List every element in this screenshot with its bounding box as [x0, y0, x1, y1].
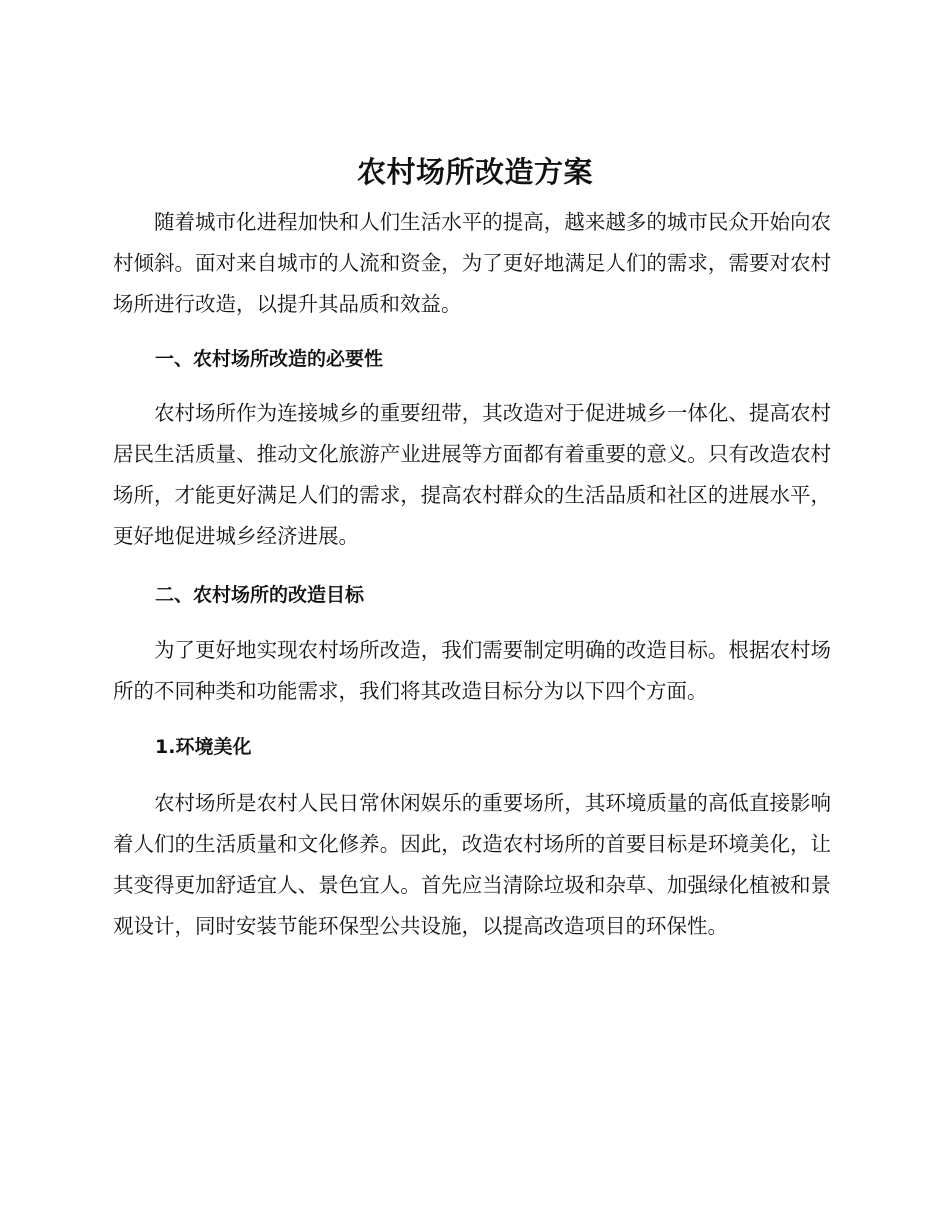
subsection-body-environment: 农村场所是农村人民日常休闲娱乐的重要场所，其环境质量的高低直接影响着人们的生活质量和文化修养。因此，改造农村场所的首要目标是环境美化，让其变得更加舒适宜人、景色宜人。首先应当清除垃圾和杂草、加强绿化植被和景观设计，同时安装节能环保型公共设施，以提高改造项目的环保性。: [113, 791, 831, 938]
section-heading-necessity: 一、农村场所改造的必要性: [155, 348, 384, 370]
section-body-goals: 为了更好地实现农村场所改造，我们需要制定明确的改造目标。根据农村场所的不同种类和功能需求，我们将其改造目标分为以下四个方面。: [113, 638, 831, 703]
document-title: 农村场所改造方案: [356, 155, 593, 189]
intro-paragraph: 随着城市化进程加快和人们生活水平的提高，越来越多的城市民众开始向农村倾斜。面对来自城市的人流和资金，为了更好地满足人们的需求，需要对农村场所进行改造，以提升其品质和效益。: [113, 210, 831, 316]
subsection-heading-environment: 1.环境美化: [155, 736, 252, 758]
section-body-necessity: 农村场所作为连接城乡的重要纽带，其改造对于促进城乡一体化、提高农村居民生活质量、推动文化旅游产业进展等方面都有着重要的意义。只有改造农村场所，才能更好满足人们的需求，提高农村群众的生活品质和社区的进展水平，更好地促进城乡经济进展。: [113, 401, 831, 548]
section-heading-goals: 二、农村场所的改造目标: [155, 584, 365, 606]
